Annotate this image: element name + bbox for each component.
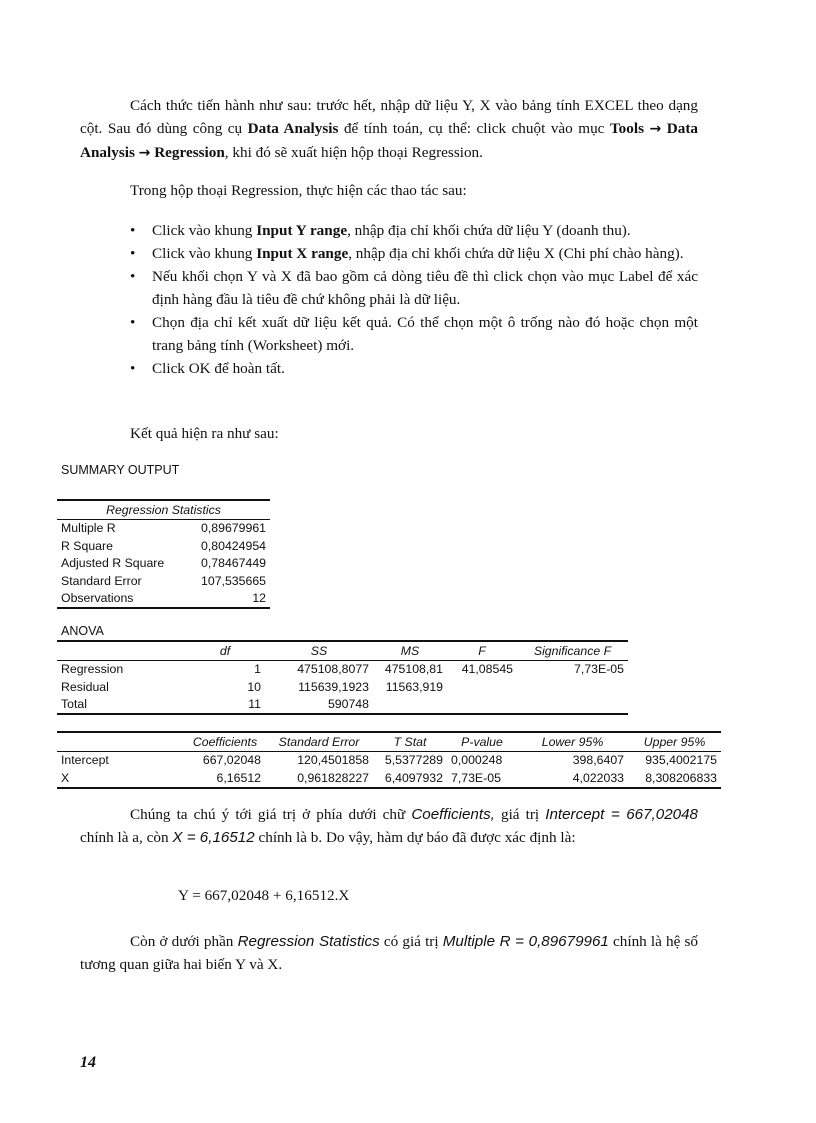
anova-title: ANOVA: [61, 624, 104, 638]
anova-header-cell: [57, 641, 185, 660]
anova-cell: 7,73E-05: [574, 662, 624, 677]
regression-statistics-header: Regression Statistics: [57, 500, 270, 519]
coef-cell: 398,6407: [572, 753, 624, 768]
list-item-text: Chọn địa chỉ kết xuất dữ liệu kết quả. Có thể chọn một ô trống nào đó hoặc chọn một trang bảng tính (Worksheet) mới.: [152, 314, 698, 354]
dialog-intro: Trong hộp thoại Regression, thực hiện các thao tác sau:: [130, 182, 467, 199]
list-item-text: , nhập địa chỉ khối chứa dữ liệu Y (doanh thu).: [347, 222, 631, 239]
table-header-row: [57, 641, 628, 660]
anova-cell: 475108,8077: [297, 662, 369, 677]
coef-cell: 4,022033: [517, 769, 628, 788]
coef-cell: 5,5377289: [384, 753, 443, 768]
arrow-icon: →: [138, 145, 151, 161]
stat-value: 12: [186, 590, 270, 609]
conclusion-text: có giá trị: [379, 933, 443, 950]
anova-table: [57, 640, 628, 715]
coef-header-cell: Standard Error: [265, 732, 373, 751]
list-item: [130, 265, 698, 311]
coef-cell: 8,308206833: [628, 769, 721, 788]
list-item-text: Click OK để hoàn tất.: [152, 360, 285, 377]
stat-value: 0,80424954: [201, 538, 266, 553]
anova-cell: 11: [185, 696, 265, 715]
intro-text-3: , khi đó sẽ xuất hiện hộp thoại Regression.: [224, 144, 483, 161]
coef-cell: 0,961828227: [265, 769, 373, 788]
stat-label: Standard Error: [61, 573, 142, 588]
bullet-icon: •: [130, 222, 136, 239]
coef-header-cell: Lower 95%: [517, 732, 628, 751]
list-item-bold: Input Y range: [256, 222, 348, 239]
anova-cell: 115639,1923: [298, 679, 369, 694]
intro-data-analysis-2: Data Analysis: [80, 120, 699, 161]
coef-cell: 6,16512: [185, 769, 265, 788]
coef-header-cell: Upper 95%: [628, 732, 721, 751]
coef-cell: Intercept: [61, 753, 109, 768]
table-row: [57, 537, 270, 555]
explanation-text: chính là b. Do vậy, hàm dự báo đã được xác định là:: [254, 829, 576, 846]
coef-cell: 120,4501858: [297, 753, 369, 768]
bullet-icon: •: [130, 360, 136, 377]
list-item-text: Click vào khung: [152, 222, 257, 239]
anova-cell: Total: [57, 696, 185, 715]
table-row: [57, 696, 628, 715]
anova-cell: [447, 696, 517, 715]
list-item-text: , nhập địa chỉ khối chứa dữ liệu X (Chi phí chào hàng).: [348, 245, 684, 262]
table-row: [57, 572, 270, 590]
anova-cell: 590748: [265, 696, 373, 715]
bullet-icon: •: [130, 245, 136, 262]
coef-header-cell: [57, 732, 185, 751]
coef-header-cell: T Stat: [373, 732, 447, 751]
anova-header-cell: SS: [265, 641, 373, 660]
list-item-bold: Input X range: [256, 245, 349, 262]
regression-formula: Y = 667,02048 + 6,16512.X: [178, 887, 350, 904]
coef-cell: 0,000248: [451, 753, 503, 768]
anova-cell: 11563,919: [385, 679, 443, 694]
stat-label: Observations: [57, 590, 186, 609]
anova-cell: [447, 678, 517, 696]
regression-statistics-table: [57, 499, 270, 609]
anova-cell: [517, 696, 628, 715]
anova-cell: 41,08545: [461, 662, 513, 677]
list-item-text: Click vào khung: [152, 245, 257, 262]
explanation-text: Chúng ta chú ý tới giá trị ở phía dưới chữ: [130, 806, 412, 823]
table-row: [57, 555, 270, 573]
explanation-paragraph: [80, 803, 698, 849]
table-row: [57, 751, 721, 769]
page-number: 14: [80, 1054, 96, 1071]
intro-paragraph: [80, 94, 698, 165]
explanation-x-value: X = 6,16512: [172, 829, 255, 846]
stat-value: 0,89679961: [201, 521, 266, 536]
table-row: [57, 678, 628, 696]
explanation-intercept: Intercept = 667,02048: [545, 806, 698, 823]
anova-header-cell: F: [447, 641, 517, 660]
anova-cell: 475108,81: [384, 662, 443, 677]
explanation-coefficients: Coefficients,: [411, 806, 495, 823]
stat-value: 107,535665: [201, 573, 266, 588]
anova-cell: 10: [247, 679, 261, 694]
table-row: [57, 660, 628, 678]
explanation-text: chính là a, còn: [80, 829, 173, 846]
conclusion-text: Còn ở dưới phần: [130, 933, 238, 950]
table-row: [57, 519, 270, 537]
bullet-icon: •: [130, 268, 136, 285]
result-intro: Kết quả hiện ra như sau:: [130, 425, 279, 442]
anova-cell: 1: [254, 662, 261, 677]
stat-label: Adjusted R Square: [61, 556, 165, 571]
coef-header-cell: Coefficients: [185, 732, 265, 751]
coef-cell: 6,4097932: [373, 769, 447, 788]
intro-data-analysis: Data Analysis: [247, 120, 339, 137]
anova-cell: [373, 696, 447, 715]
intro-tools: Tools: [609, 120, 644, 137]
instruction-list: [130, 219, 698, 380]
bullet-icon: •: [130, 314, 136, 331]
list-item: [130, 357, 698, 380]
anova-cell: Regression: [61, 662, 124, 677]
anova-cell: [517, 678, 628, 696]
conclusion-paragraph: [80, 930, 698, 976]
intro-text-2: để tính toán, cụ thể: click chuột vào mục: [338, 120, 610, 137]
intro-regression: Regression: [154, 144, 225, 161]
coef-cell: 667,02048: [202, 753, 261, 768]
coef-cell: X: [57, 769, 185, 788]
anova-header-cell: df: [185, 641, 265, 660]
anova-cell: Residual: [61, 679, 109, 694]
conclusion-text: chính là hệ số tương quan giữa hai biến Y và X.: [80, 933, 699, 973]
arrow-icon: →: [649, 121, 662, 137]
coef-cell: 935,4002175: [645, 753, 717, 768]
list-item: [130, 242, 698, 265]
intro-text-1: Cách thức tiến hành như sau: trước hết, nhập dữ liệu Y, X vào bảng tính EXCEL theo dạng cột. Sau đó dùng công cụ: [80, 97, 698, 137]
list-item: [130, 311, 698, 357]
coefficients-table: [57, 731, 721, 789]
table-header-row: [57, 732, 721, 751]
anova-header-cell: MS: [373, 641, 447, 660]
list-item: [130, 219, 698, 242]
coef-cell: 7,73E-05: [447, 769, 517, 788]
table-row: [57, 590, 270, 609]
conclusion-regression-statistics: Regression Statistics: [237, 933, 380, 950]
list-item-text: Nếu khối chọn Y và X đã bao gồm cả dòng tiêu đề thì click chọn vào mục Label để xác định hàng đầu là tiêu đề chứ không phải là dữ liệu.: [152, 268, 698, 308]
table-header-row: [57, 500, 270, 519]
coef-header-cell: P-value: [447, 732, 517, 751]
explanation-text: giá trị: [494, 806, 546, 823]
anova-header-cell: Significance F: [517, 641, 628, 660]
stat-label: Multiple R: [61, 521, 116, 536]
stat-value: 0,78467449: [201, 556, 266, 571]
table-row: [57, 769, 721, 788]
conclusion-multiple-r: Multiple R = 0,89679961: [442, 933, 609, 950]
stat-label: R Square: [61, 538, 113, 553]
summary-output-title: SUMMARY OUTPUT: [61, 463, 180, 477]
